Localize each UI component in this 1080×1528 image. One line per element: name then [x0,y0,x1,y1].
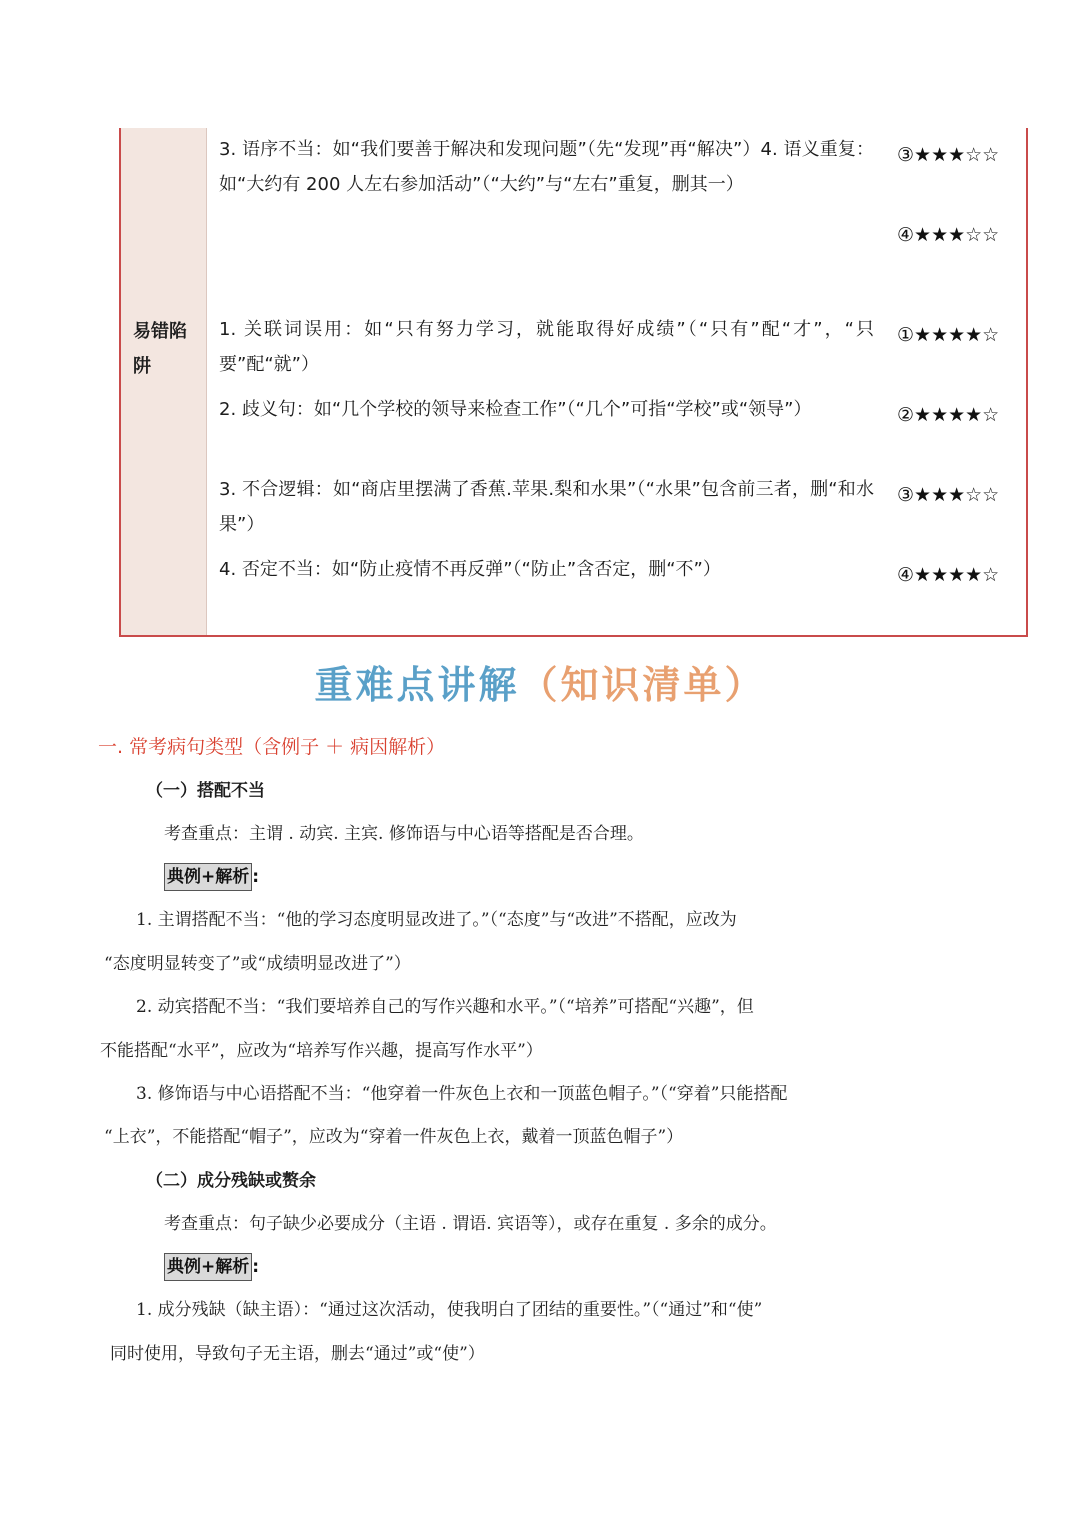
title-part-2: （知识清单） [519,663,766,707]
table-row-text: 2. 歧义句：如“几个学校的领导来检查工作”（“几个”可指“学校”或“领导”） [219,399,812,420]
category-label: 易错陷阱 [133,321,187,377]
difficulty-rating: ③★★★☆☆ [897,484,1000,506]
subsection-title: （二）成分残缺或赘余 [146,1171,316,1191]
example-line: 3. 修饰语与中心语搭配不当：“他穿着一件灰色上衣和一顶蓝色帽子。”（“穿着”只能搭配 [136,1084,788,1104]
section-title: 一. 常考病句类型（含例子 ＋ 病因解析） [98,736,446,758]
table-row-text: 3. 不合逻辑：如“商店里摆满了香蕉.苹果.梨和水果”（“水果”包含前三者，删“和水果”） [219,479,874,535]
category-column [121,128,207,635]
example-line: “上衣”，不能搭配“帽子”，应改为“穿着一件灰色上衣，戴着一顶蓝色帽子”） [104,1127,684,1147]
difficulty-rating: ③★★★☆☆ [897,144,1000,166]
example-badge-label: 典例+解析 [164,1253,252,1281]
focus-text: 考查重点：句子缺少必要成分（主语 . 谓语. 宾语等），或存在重复 . 多余的成分。 [164,1214,777,1234]
example-line: 1. 主谓搭配不当：“他的学习态度明显改进了。”（“态度”与“改进”不搭配，应改为 [136,910,737,930]
example-badge [164,863,259,891]
example-line: 1. 成分残缺（缺主语）：“通过这次活动，使我明白了团结的重要性。”（“通过”和“使” [136,1300,763,1320]
difficulty-rating: ④★★★☆☆ [897,224,1000,246]
page-title [0,656,1080,714]
example-line: 不能搭配“水平”，应改为“培养写作兴趣，提高写作水平”） [100,1041,543,1061]
table-row-text: 3. 语序不当：如“我们要善于解决和发现问题”（先“发现”再“解决”）4. 语义重复：如“大约有 200 人左右参加活动”（“大约”与“左右”重复，删其一） [219,139,874,195]
error-trap-table [119,128,1028,637]
subsection-title: （一）搭配不当 [146,781,265,801]
example-line: 同时使用，导致句子无主语，删去“通过”或“使”） [110,1344,485,1364]
example-badge-label: 典例+解析 [164,863,252,891]
table-row-text: 1. 关联词误用：如“只有努力学习，就能取得好成绩”（“只有”配“才”，“只要”配“就”） [219,319,874,375]
badge-colon: : [252,867,260,887]
difficulty-rating: ①★★★★☆ [897,324,1000,346]
title-part-1: 重难点讲解 [314,663,520,707]
example-badge [164,1253,259,1281]
table-row-text: 4. 否定不当：如“防止疫情不再反弹”（“防止”含否定，删“不”） [219,559,721,580]
badge-colon: : [252,1257,260,1277]
difficulty-rating: ②★★★★☆ [897,404,1000,426]
example-line: 2. 动宾搭配不当：“我们要培养自己的写作兴趣和水平。”（“培养”可搭配“兴趣”，但 [136,997,754,1017]
example-line: “态度明显转变了”或“成绩明显改进了”） [104,954,411,974]
focus-text: 考查重点：主谓 . 动宾. 主宾. 修饰语与中心语等搭配是否合理。 [164,824,644,844]
difficulty-rating: ④★★★★☆ [897,564,1000,586]
